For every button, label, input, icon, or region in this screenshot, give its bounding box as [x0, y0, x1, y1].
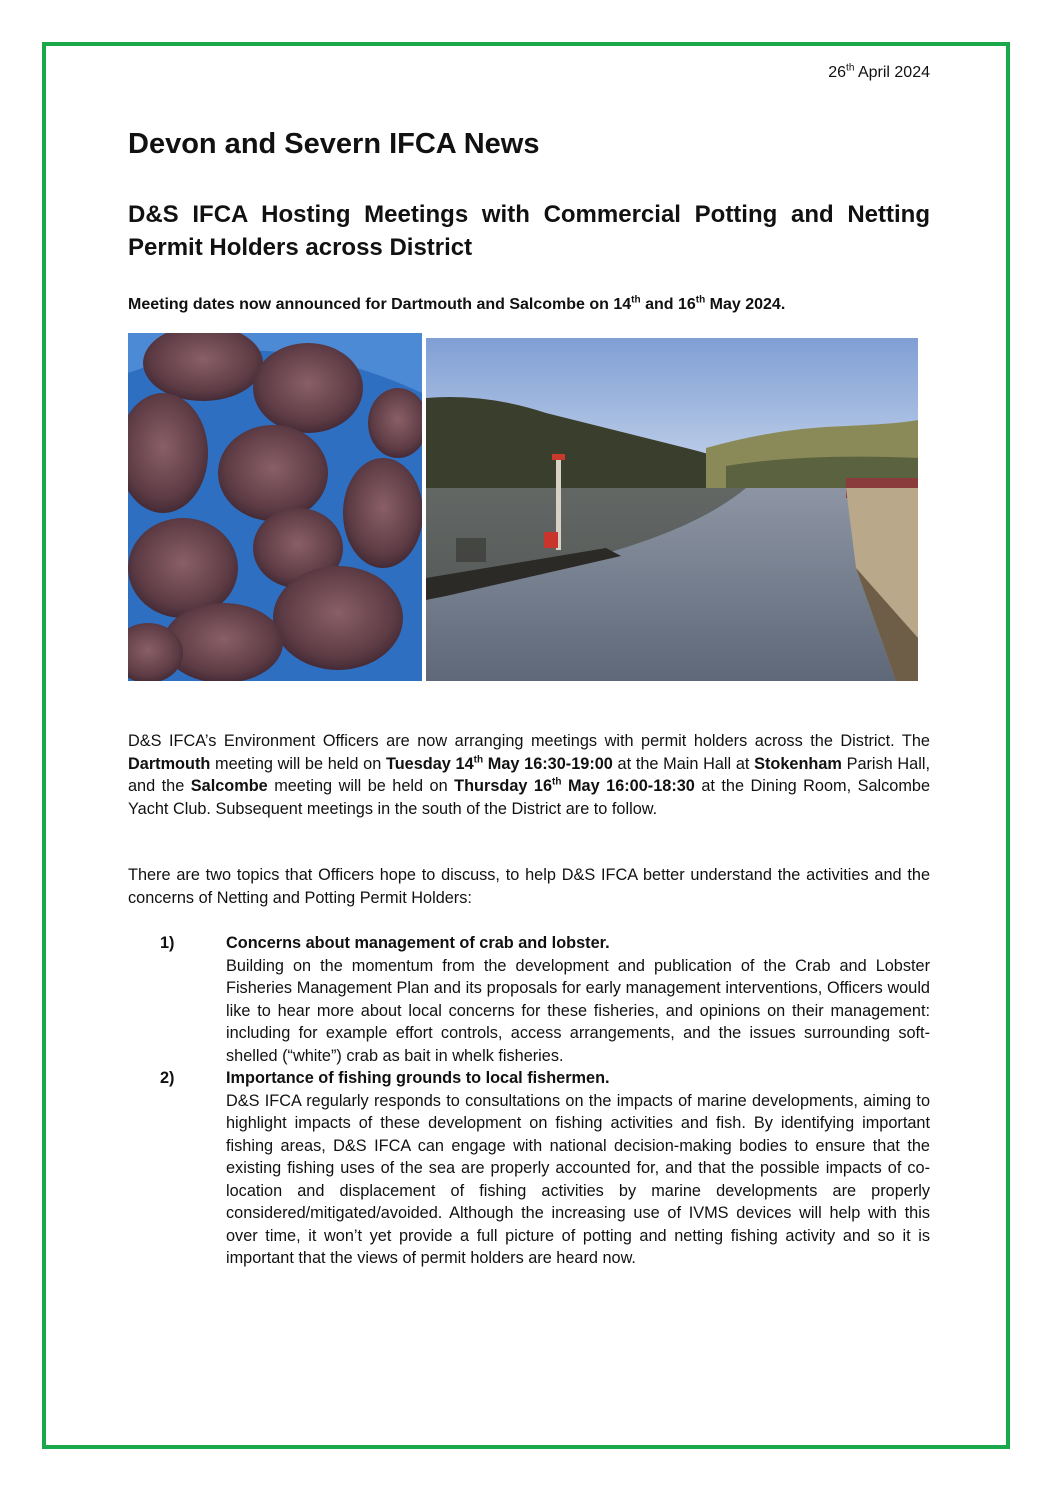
list-item [128, 932, 930, 1067]
topics-list [128, 932, 930, 1270]
list-number: 2) [160, 1069, 175, 1087]
harbour-photo [426, 338, 918, 681]
list-item-text: Building on the momentum from the development and publication of the Crab and Lobster Fisheries Management Plan and its proposals for early management interventions, Officers would like to hear more about local concerns for these fisheries, and opinions on their management: including for example effort controls, access arrangements, and the issues surrounding soft-shelled (“white”) crab as bait in whelk fisheries. [226, 956, 930, 1065]
intro-paragraph: D&S IFCA’s Environment Officers are now arranging meetings with permit holders across the District. The Dartmouth meeting will be held on Tuesday 14th May 16:30-19:00 at the Main Hall at Stokenham Parish Hall, and the Salcombe meeting will be held on Thursday 16th May 16:00-18:30 at the Dining Room, Salcombe Yacht Club. Subsequent meetings in the south of the District are to follow. [128, 732, 931, 818]
list-item-title: Importance of fishing grounds to local fishermen. [226, 1069, 610, 1087]
crabs-photo [128, 333, 422, 681]
list-number: 1) [160, 934, 175, 952]
list-item-title: Concerns about management of crab and lobster. [226, 934, 610, 952]
page-title: Devon and Severn IFCA News [128, 128, 540, 160]
document-date: 26th April 2024 [828, 62, 930, 81]
subheading: Meeting dates now announced for Dartmouth and Salcombe on 14th and 16th May 2024. [128, 294, 786, 313]
list-item-text: D&S IFCA regularly responds to consultations on the impacts of marine developments, aiming to highlight impacts of these development on fishing activities and fish. By identifying important fishing areas, D&S IFCA can engage with national decision-making bodies to ensure that the existing fishing uses of the sea are properly accounted for, and that the possible impacts of co-location and displacement of fishing activities by marine developments are properly considered/mitigated/avoided. Although the increasing use of IVMS devices will help with this over time, it won’t yet provide a full picture of potting and netting fishing activity and so it is important that the views of permit holders are heard now. [226, 1091, 930, 1267]
headline: D&S IFCA Hosting Meetings with Commercial Potting and Netting Permit Holders across District [128, 201, 930, 261]
topics-intro-paragraph: There are two topics that Officers hope to discuss, to help D&S IFCA better understand the activities and the concerns of Netting and Potting Permit Holders: [128, 866, 930, 907]
list-item [128, 1067, 930, 1270]
